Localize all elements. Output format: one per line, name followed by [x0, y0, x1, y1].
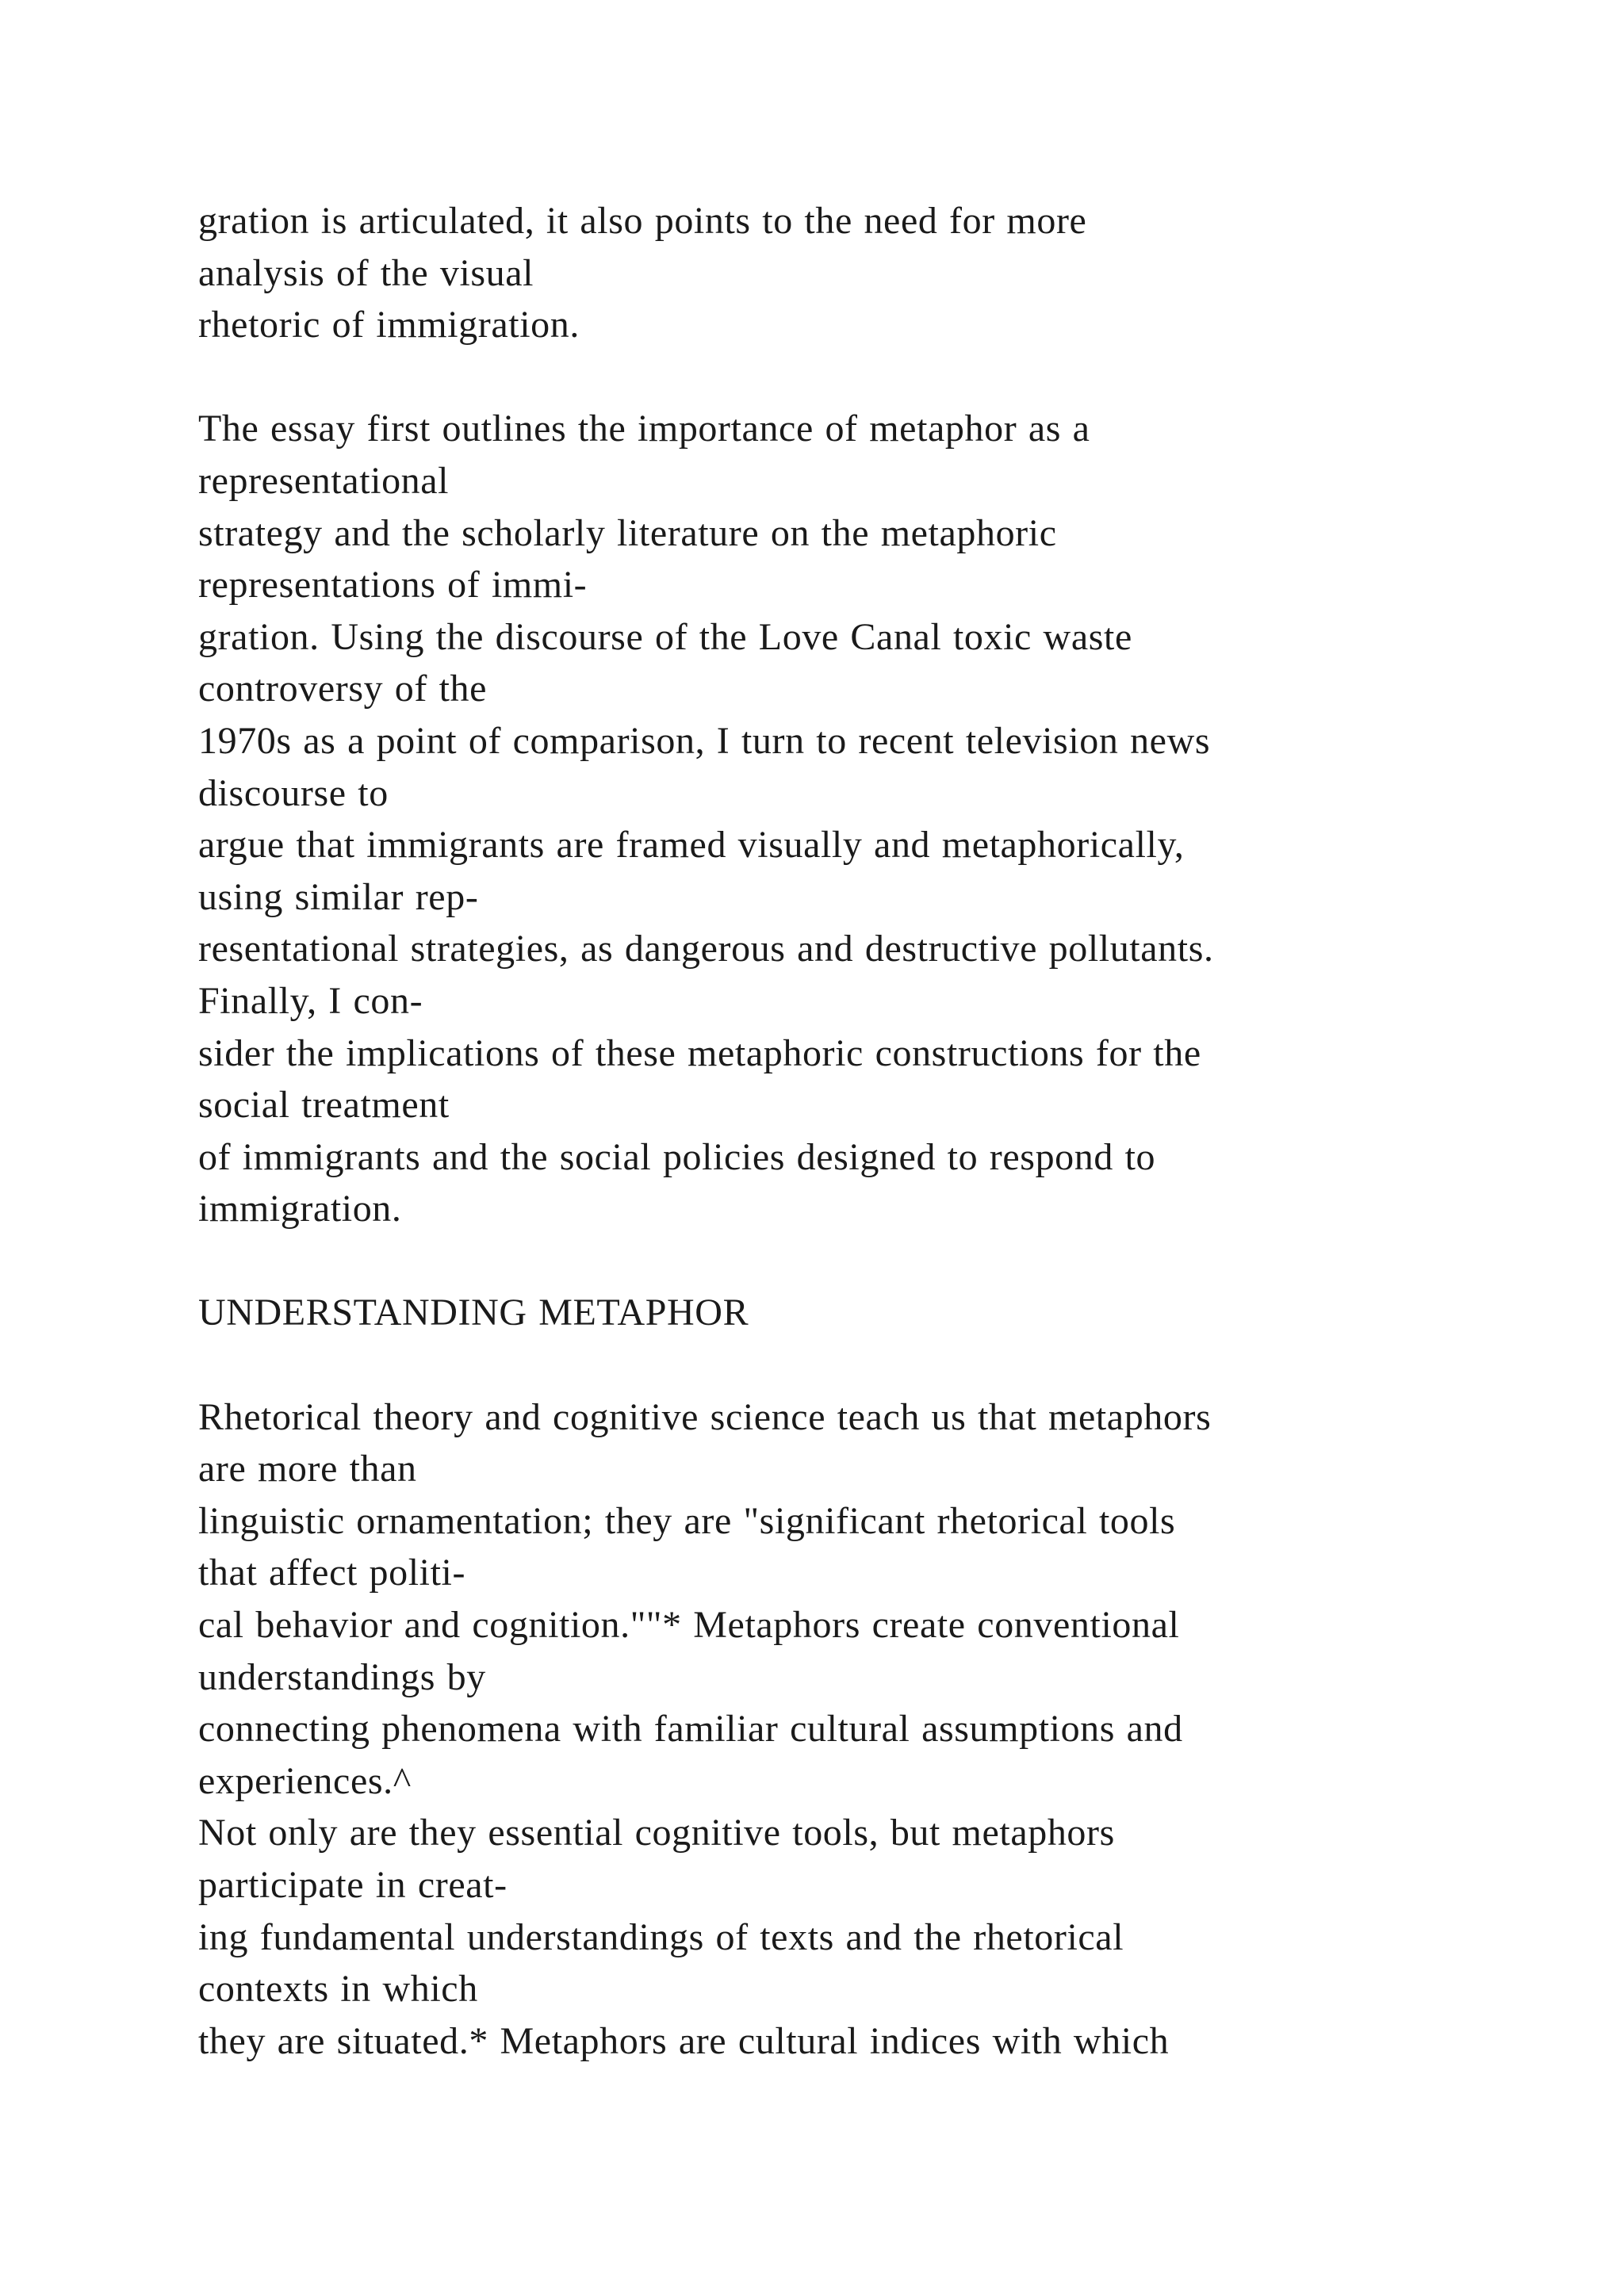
text-line: using similar rep- [198, 875, 479, 918]
text-line: Not only are they essential cognitive tools, but metaphors [198, 1812, 1115, 1854]
text-line: connecting phenomena with familiar cultural assumptions and [198, 1708, 1183, 1751]
text-line: resentational strategies, as dangerous and destructive pollutants. [198, 928, 1214, 970]
text-line: Finally, I con- [198, 979, 423, 1022]
text-line: strategy and the scholarly literature on the metaphoric [198, 511, 1057, 554]
text-line: that affect politi- [198, 1552, 466, 1594]
text-line: immigration. [198, 1188, 402, 1230]
heading-text: UNDERSTANDING METAPHOR [198, 1292, 749, 1334]
section-heading [198, 1287, 1467, 1339]
text-line: rhetoric of immigration. [198, 304, 580, 346]
paragraph-gap [198, 1339, 1467, 1391]
paragraph-metaphor-theory [198, 1391, 1467, 2068]
text-line: of immigrants and the social policies designed to respond to [198, 1135, 1156, 1178]
text-line: discourse to [198, 771, 389, 814]
paragraph-gap [198, 1235, 1467, 1288]
text-line: are more than [198, 1448, 417, 1490]
text-line: gration is articulated, it also points to the need for more [198, 200, 1087, 242]
document-body [198, 195, 1467, 2067]
text-line: contexts in which [198, 1968, 478, 2011]
text-line: gration. Using the discourse of the Love Canal toxic waste [198, 615, 1132, 658]
paragraph-essay-outline [198, 403, 1467, 1235]
text-line: experiences.^ [198, 1759, 412, 1802]
paragraph-gap [198, 351, 1467, 404]
text-line: social treatment [198, 1084, 450, 1127]
text-line: argue that immigrants are framed visually and metaphorically, [198, 824, 1185, 867]
text-line: The essay first outlines the importance of metaphor as a [198, 408, 1090, 450]
text-line: sider the implications of these metaphoric constructions for the [198, 1031, 1201, 1074]
text-line: participate in creat- [198, 1864, 508, 1906]
text-line: ing fundamental understandings of texts and the rhetorical [198, 1915, 1124, 1958]
text-line: linguistic ornamentation; they are "significant rhetorical tools [198, 1499, 1176, 1542]
text-line: Rhetorical theory and cognitive science teach us that metaphors [198, 1395, 1212, 1438]
text-line: analysis of the visual [198, 251, 534, 294]
text-line: they are situated.* Metaphors are cultural indices with which [198, 2019, 1170, 2062]
text-line: cal behavior and cognition.""* Metaphors create conventional [198, 1604, 1180, 1647]
paragraph-intro-close [198, 195, 1467, 351]
text-line: controversy of the [198, 668, 488, 710]
text-line: 1970s as a point of comparison, I turn to recent television news [198, 719, 1211, 762]
text-line: representational [198, 459, 450, 502]
text-line: understandings by [198, 1655, 486, 1698]
text-line: representations of immi- [198, 564, 588, 607]
